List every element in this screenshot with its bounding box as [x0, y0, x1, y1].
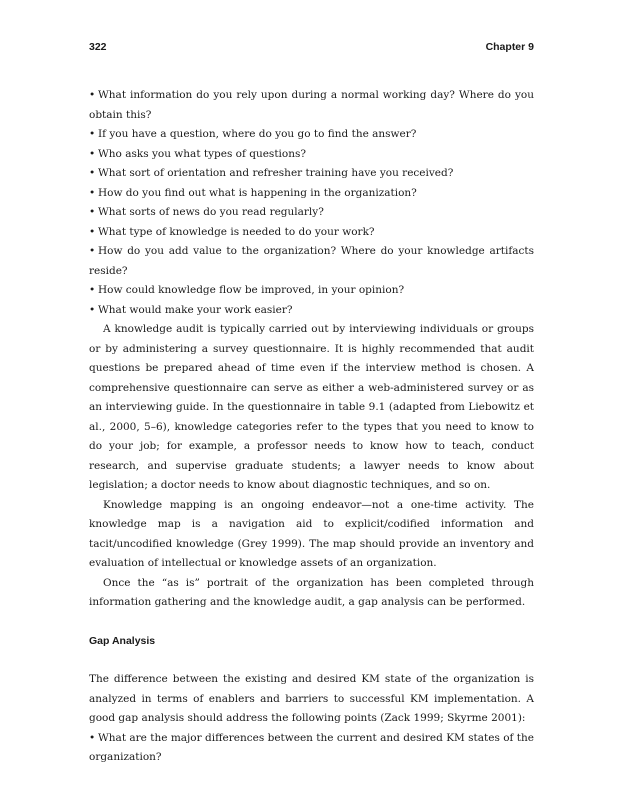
bullet-icon: • [89, 167, 96, 179]
bullet-icon: • [89, 186, 96, 199]
bullet-icon: • [89, 731, 96, 744]
list-item: • How do you find out what is happening in the organization? [89, 184, 534, 204]
list-item: • How do you add value to the organization? Where do your knowledge artifacts reside? [89, 242, 534, 281]
bullet-icon: • [89, 128, 96, 140]
paragraph-as-is: Once the “as is” portrait of the organization has been completed through information gathering and the knowledge audit, a gap analysis can be performed. [89, 576, 534, 608]
page-number: 322 [89, 41, 107, 53]
bullet-icon: • [89, 303, 96, 316]
list-item: • What sort of orientation and refresher training have you received? [89, 164, 534, 184]
list-item: • What would make your work easier? [89, 301, 534, 321]
question-list [89, 86, 534, 320]
list-item: • What information do you rely upon during a normal working day? Where do you obtain this? [89, 86, 534, 125]
list-item: • What type of knowledge is needed to do your work? [89, 223, 534, 243]
running-head [89, 41, 534, 57]
bullet-icon: • [89, 206, 96, 218]
bullet-icon: • [89, 89, 96, 101]
paragraph-knowledge-audit: A knowledge audit is typically carried out by interviewing individuals or groups or by administering a survey questionnaire. It is highly recommended that audit questions be prepared ahead of time even if the interview method is chosen. A comprehensive questionnaire can serve as either a web-administered survey or as an interviewing guide. In the questionnaire in table 9.1 (adapted from Liebowitz et al., 2000, 5–6), knowledge categories refer to the types that you need to know to do your job; for example, a professor needs to know how to teach, conduct research, and supervise graduate students; a lawyer needs to know about legislation; a doctor needs to know about diagnostic techniques, and so on. [89, 323, 534, 491]
bullet-icon: • [89, 284, 96, 296]
body-text [89, 86, 534, 768]
paragraph-knowledge-mapping: Knowledge mapping is an ongoing endeavor—not a one-time activity. The knowledge map is a navigation aid to explicit/codified information and tacit/uncodified knowledge (Grey 1999). The map should provide an inventory and evaluation of intellectual or knowledge assets of an organization. [89, 498, 534, 569]
section-heading: Gap Analysis [89, 634, 156, 647]
gap-points-list [89, 729, 534, 768]
list-item: • What sorts of news do you read regularly? [89, 203, 534, 223]
bullet-icon: • [89, 225, 96, 238]
chapter-label: Chapter 9 [485, 41, 534, 53]
paragraph-gap-analysis: The difference between the existing and desired KM state of the organization is analyzed in terms of enablers and barriers to successful KM implementation. A good gap analysis should address the following points (Zack 1999; Skyrme 2001): [89, 673, 534, 724]
list-item: • How could knowledge flow be improved, in your opinion? [89, 281, 534, 301]
list-item: • If you have a question, where do you go to find the answer? [89, 125, 534, 145]
list-item: • Who asks you what types of questions? [89, 145, 534, 165]
bullet-icon: • [89, 245, 96, 257]
list-item: • What are the major differences between the current and desired KM states of the organization? [89, 729, 534, 768]
bullet-icon: • [89, 147, 96, 160]
